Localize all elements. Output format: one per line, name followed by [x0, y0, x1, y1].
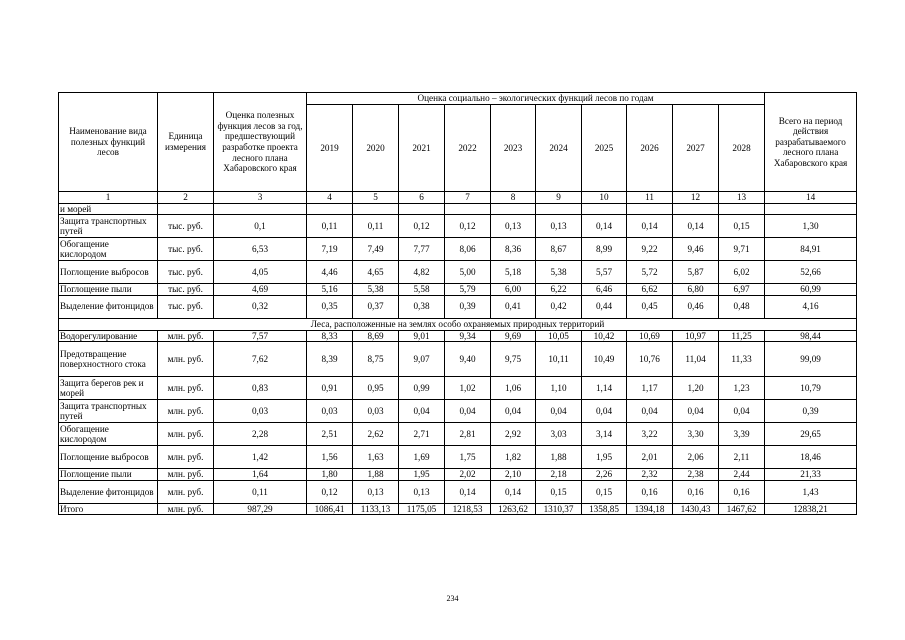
row-year-value: 0,14 — [445, 480, 491, 503]
table-row — [59, 480, 857, 503]
column-number: 2 — [158, 192, 214, 204]
row-year-value: 0,13 — [353, 480, 399, 503]
row-function-name: Предотвращение поверхностного стока — [59, 342, 158, 377]
row-year-value: 9,46 — [673, 238, 719, 261]
row-year-value: 9,22 — [627, 238, 673, 261]
row-total-value: 4,16 — [765, 295, 857, 318]
header-year: 2021 — [399, 105, 445, 192]
row-year-value: 1,80 — [307, 469, 353, 481]
row-year-value: 2,26 — [582, 469, 627, 481]
row-unit: млн. руб. — [158, 503, 214, 515]
row-year-value: 10,69 — [627, 330, 673, 342]
row-year-value: 0,45 — [627, 295, 673, 318]
row-year-value: 1,82 — [491, 446, 536, 469]
row-year-value: 6,02 — [719, 261, 765, 284]
row-year-value: 8,39 — [307, 342, 353, 377]
row-year-value: 0,42 — [536, 295, 582, 318]
row-year-value: 3,14 — [582, 423, 627, 446]
table-row — [59, 469, 857, 481]
row-year-value: 5,87 — [673, 261, 719, 284]
row-year-value: 0,15 — [719, 215, 765, 238]
row-year-value: 8,36 — [491, 238, 536, 261]
row-function-name: Защита транспортных путей — [59, 215, 158, 238]
row-base-value: 0,83 — [214, 377, 307, 400]
row-year-value: 2,92 — [491, 423, 536, 446]
row-year-value: 11,33 — [719, 342, 765, 377]
header-year: 2028 — [719, 105, 765, 192]
column-number: 10 — [582, 192, 627, 204]
table-row — [59, 238, 857, 261]
table-row — [59, 284, 857, 296]
row-base-value: 1,42 — [214, 446, 307, 469]
row-year-value: 3,03 — [536, 423, 582, 446]
row-function-name: Поглощение пыли — [59, 469, 158, 481]
row-year-value: 5,79 — [445, 284, 491, 296]
table-row — [59, 215, 857, 238]
row-year-value: 5,38 — [536, 261, 582, 284]
row-year-value: 8,67 — [536, 238, 582, 261]
column-number: 3 — [214, 192, 307, 204]
table-row — [59, 423, 857, 446]
table-row — [59, 446, 857, 469]
row-year-value: 5,00 — [445, 261, 491, 284]
header-years-group: Оценка социально – экологических функций лесов по годам — [307, 93, 765, 105]
header-year: 2025 — [582, 105, 627, 192]
forest-functions-table — [58, 92, 857, 515]
column-number: 9 — [536, 192, 582, 204]
row-year-value: 1,10 — [536, 377, 582, 400]
row-year-value: 0,95 — [353, 377, 399, 400]
row-year-value: 4,82 — [399, 261, 445, 284]
row-year-value: 10,42 — [582, 330, 627, 342]
row-function-name: Выделение фитонцидов — [59, 480, 158, 503]
row-year-value: 0,11 — [307, 215, 353, 238]
row-year-value: 3,39 — [719, 423, 765, 446]
row-total-value: 18,46 — [765, 446, 857, 469]
row-year-value: 1,06 — [491, 377, 536, 400]
row-total-value: 12838,21 — [765, 503, 857, 515]
row-base-value: 0,11 — [214, 480, 307, 503]
row-year-value: 7,77 — [399, 238, 445, 261]
row-year-value: 1,88 — [353, 469, 399, 481]
row-year-value: 1,63 — [353, 446, 399, 469]
row-unit: млн. руб. — [158, 480, 214, 503]
row-year-value: 1086,41 — [307, 503, 353, 515]
table-row — [59, 261, 857, 284]
row-year-value: 6,22 — [536, 284, 582, 296]
row-unit: тыс. руб. — [158, 295, 214, 318]
table-row — [59, 295, 857, 318]
row-year-value: 9,71 — [719, 238, 765, 261]
row-unit: млн. руб. — [158, 400, 214, 423]
row-year-value: 2,02 — [445, 469, 491, 481]
row-total-value: 98,44 — [765, 330, 857, 342]
row-base-value: 4,69 — [214, 284, 307, 296]
row-base-value: 2,28 — [214, 423, 307, 446]
row-unit: млн. руб. — [158, 342, 214, 377]
page-number: 234 — [446, 594, 459, 603]
row-year-value: 0,44 — [582, 295, 627, 318]
column-number: 13 — [719, 192, 765, 204]
row-year-value: 9,75 — [491, 342, 536, 377]
row-year-value: 3,22 — [627, 423, 673, 446]
row-year-value: 1,95 — [399, 469, 445, 481]
row-year-value: 1358,85 — [582, 503, 627, 515]
row-year-value: 2,71 — [399, 423, 445, 446]
row-year-value: 2,10 — [491, 469, 536, 481]
header-year: 2026 — [627, 105, 673, 192]
header-base-year: Оценка полезных функция лесов за год, предшествующий разработке проекта лесного плана Хабаровского края — [214, 93, 307, 192]
header-year: 2022 — [445, 105, 491, 192]
row-year-value: 10,49 — [582, 342, 627, 377]
row-year-value: 0,38 — [399, 295, 445, 318]
row-year-value: 0,37 — [353, 295, 399, 318]
row-year-value: 5,72 — [627, 261, 673, 284]
row-year-value: 0,91 — [307, 377, 353, 400]
row-year-value: 10,11 — [536, 342, 582, 377]
total-row — [59, 503, 857, 515]
row-year-value: 1,75 — [445, 446, 491, 469]
row-year-value: 3,30 — [673, 423, 719, 446]
column-number: 8 — [491, 192, 536, 204]
row-year-value: 1,20 — [673, 377, 719, 400]
row-function-name: Итого — [59, 503, 158, 515]
row-year-value: 6,46 — [582, 284, 627, 296]
row-year-value: 2,32 — [627, 469, 673, 481]
row-function-name: Поглощение пыли — [59, 284, 158, 296]
row-year-value: 2,11 — [719, 446, 765, 469]
row-year-value: 0,03 — [353, 400, 399, 423]
row-base-value: 7,62 — [214, 342, 307, 377]
row-year-value: 0,46 — [673, 295, 719, 318]
row-year-value: 0,48 — [719, 295, 765, 318]
row-year-value: 0,99 — [399, 377, 445, 400]
header-year: 2027 — [673, 105, 719, 192]
header-unit: Единица измерения — [158, 93, 214, 192]
row-year-value: 9,40 — [445, 342, 491, 377]
header-year: 2024 — [536, 105, 582, 192]
row-year-value: 0,11 — [353, 215, 399, 238]
row-year-value: 8,75 — [353, 342, 399, 377]
row-year-value: 2,38 — [673, 469, 719, 481]
row-total-value: 21,33 — [765, 469, 857, 481]
row-year-value: 0,04 — [673, 400, 719, 423]
row-year-value: 4,46 — [307, 261, 353, 284]
row-year-value: 0,14 — [627, 215, 673, 238]
row-year-value: 8,06 — [445, 238, 491, 261]
row-year-value: 0,15 — [536, 480, 582, 503]
row-year-value: 0,14 — [673, 215, 719, 238]
row-base-value: 6,53 — [214, 238, 307, 261]
row-year-value: 6,97 — [719, 284, 765, 296]
row-base-value: 4,05 — [214, 261, 307, 284]
row-year-value: 7,49 — [353, 238, 399, 261]
row-year-value: 1310,37 — [536, 503, 582, 515]
row-year-value: 10,97 — [673, 330, 719, 342]
row-year-value: 1,56 — [307, 446, 353, 469]
row-year-value: 0,39 — [445, 295, 491, 318]
row-year-value: 0,13 — [536, 215, 582, 238]
row-year-value: 11,04 — [673, 342, 719, 377]
row-function-name: Выделение фитонцидов — [59, 295, 158, 318]
row-year-value: 1133,13 — [353, 503, 399, 515]
column-number: 14 — [765, 192, 857, 204]
row-year-value: 0,16 — [719, 480, 765, 503]
header-year: 2020 — [353, 105, 399, 192]
row-total-value: 1,30 — [765, 215, 857, 238]
row-year-value: 0,14 — [582, 215, 627, 238]
row-total-value: 1,43 — [765, 480, 857, 503]
row-year-value: 10,76 — [627, 342, 673, 377]
row-year-value: 1175,05 — [399, 503, 445, 515]
row-year-value: 0,16 — [627, 480, 673, 503]
header-year: 2019 — [307, 105, 353, 192]
row-year-value: 0,12 — [307, 480, 353, 503]
row-year-value: 1,14 — [582, 377, 627, 400]
row-year-value: 5,16 — [307, 284, 353, 296]
row-total-value: 84,91 — [765, 238, 857, 261]
row-year-value: 6,00 — [491, 284, 536, 296]
row-year-value: 6,62 — [627, 284, 673, 296]
row-unit: млн. руб. — [158, 446, 214, 469]
row-unit: млн. руб. — [158, 330, 214, 342]
column-number: 1 — [59, 192, 158, 204]
row-year-value: 2,81 — [445, 423, 491, 446]
row-base-value: 0,1 — [214, 215, 307, 238]
row-year-value: 1218,53 — [445, 503, 491, 515]
row-year-value: 0,41 — [491, 295, 536, 318]
row-unit: тыс. руб. — [158, 261, 214, 284]
row-base-value: 0,32 — [214, 295, 307, 318]
row-year-value: 7,19 — [307, 238, 353, 261]
row-year-value: 5,38 — [353, 284, 399, 296]
continuation-label: и морей — [59, 203, 158, 215]
row-function-name: Поглощение выбросов — [59, 446, 158, 469]
row-base-value: 0,03 — [214, 400, 307, 423]
row-unit: тыс. руб. — [158, 238, 214, 261]
column-number: 4 — [307, 192, 353, 204]
row-year-value: 1263,62 — [491, 503, 536, 515]
row-base-value: 987,29 — [214, 503, 307, 515]
row-year-value: 1430,43 — [673, 503, 719, 515]
row-year-value: 5,57 — [582, 261, 627, 284]
row-year-value: 1,17 — [627, 377, 673, 400]
row-year-value: 9,69 — [491, 330, 536, 342]
row-base-value: 1,64 — [214, 469, 307, 481]
row-year-value: 0,04 — [536, 400, 582, 423]
row-year-value: 0,04 — [719, 400, 765, 423]
row-year-value: 8,69 — [353, 330, 399, 342]
row-total-value: 60,99 — [765, 284, 857, 296]
row-year-value: 0,16 — [673, 480, 719, 503]
row-total-value: 29,65 — [765, 423, 857, 446]
row-year-value: 1,69 — [399, 446, 445, 469]
row-year-value: 0,04 — [582, 400, 627, 423]
row-year-value: 0,04 — [445, 400, 491, 423]
row-unit: тыс. руб. — [158, 284, 214, 296]
row-year-value: 5,58 — [399, 284, 445, 296]
row-year-value: 10,05 — [536, 330, 582, 342]
header-total: Всего на период действия разрабатываемого лесного плана Хабаровского края — [765, 93, 857, 192]
row-year-value: 2,01 — [627, 446, 673, 469]
section-title: Леса, расположенные на землях особо охраняемых природных территорий — [59, 318, 857, 330]
row-year-value: 9,01 — [399, 330, 445, 342]
row-function-name: Водорегулирование — [59, 330, 158, 342]
row-total-value: 99,09 — [765, 342, 857, 377]
table-row — [59, 400, 857, 423]
row-year-value: 2,06 — [673, 446, 719, 469]
column-number: 5 — [353, 192, 399, 204]
row-year-value: 0,04 — [491, 400, 536, 423]
row-year-value: 1467,62 — [719, 503, 765, 515]
row-year-value: 0,03 — [307, 400, 353, 423]
row-year-value: 2,51 — [307, 423, 353, 446]
row-year-value: 1,02 — [445, 377, 491, 400]
row-unit: млн. руб. — [158, 469, 214, 481]
row-total-value: 52,66 — [765, 261, 857, 284]
row-year-value: 8,33 — [307, 330, 353, 342]
row-year-value: 0,35 — [307, 295, 353, 318]
column-number: 11 — [627, 192, 673, 204]
row-year-value: 1394,18 — [627, 503, 673, 515]
row-year-value: 0,12 — [445, 215, 491, 238]
header-function-name: Наименование вида полезных функций лесов — [59, 93, 158, 192]
row-year-value: 1,23 — [719, 377, 765, 400]
row-year-value: 2,44 — [719, 469, 765, 481]
row-year-value: 0,13 — [399, 480, 445, 503]
row-year-value: 1,88 — [536, 446, 582, 469]
row-function-name: Обогащение кислородом — [59, 423, 158, 446]
row-year-value: 0,04 — [399, 400, 445, 423]
row-year-value: 0,14 — [491, 480, 536, 503]
row-function-name: Защита берегов рек и морей — [59, 377, 158, 400]
column-number: 7 — [445, 192, 491, 204]
column-number: 12 — [673, 192, 719, 204]
header-year: 2023 — [491, 105, 536, 192]
row-year-value: 0,12 — [399, 215, 445, 238]
row-base-value: 7,57 — [214, 330, 307, 342]
row-total-value: 0,39 — [765, 400, 857, 423]
row-unit: млн. руб. — [158, 377, 214, 400]
row-function-name: Защита транспортных путей — [59, 400, 158, 423]
row-year-value: 2,62 — [353, 423, 399, 446]
row-year-value: 6,80 — [673, 284, 719, 296]
row-year-value: 1,95 — [582, 446, 627, 469]
column-number: 6 — [399, 192, 445, 204]
row-unit: млн. руб. — [158, 423, 214, 446]
row-year-value: 9,34 — [445, 330, 491, 342]
row-unit: тыс. руб. — [158, 215, 214, 238]
row-year-value: 9,07 — [399, 342, 445, 377]
row-year-value: 8,99 — [582, 238, 627, 261]
row-year-value: 5,18 — [491, 261, 536, 284]
row-year-value: 0,04 — [627, 400, 673, 423]
row-function-name: Обогащение кислородом — [59, 238, 158, 261]
row-year-value: 2,18 — [536, 469, 582, 481]
row-year-value: 4,65 — [353, 261, 399, 284]
table-row — [59, 330, 857, 342]
table-row — [59, 377, 857, 400]
row-total-value: 10,79 — [765, 377, 857, 400]
row-year-value: 11,25 — [719, 330, 765, 342]
row-year-value: 0,13 — [491, 215, 536, 238]
row-function-name: Поглощение выбросов — [59, 261, 158, 284]
table-row — [59, 342, 857, 377]
row-year-value: 0,15 — [582, 480, 627, 503]
